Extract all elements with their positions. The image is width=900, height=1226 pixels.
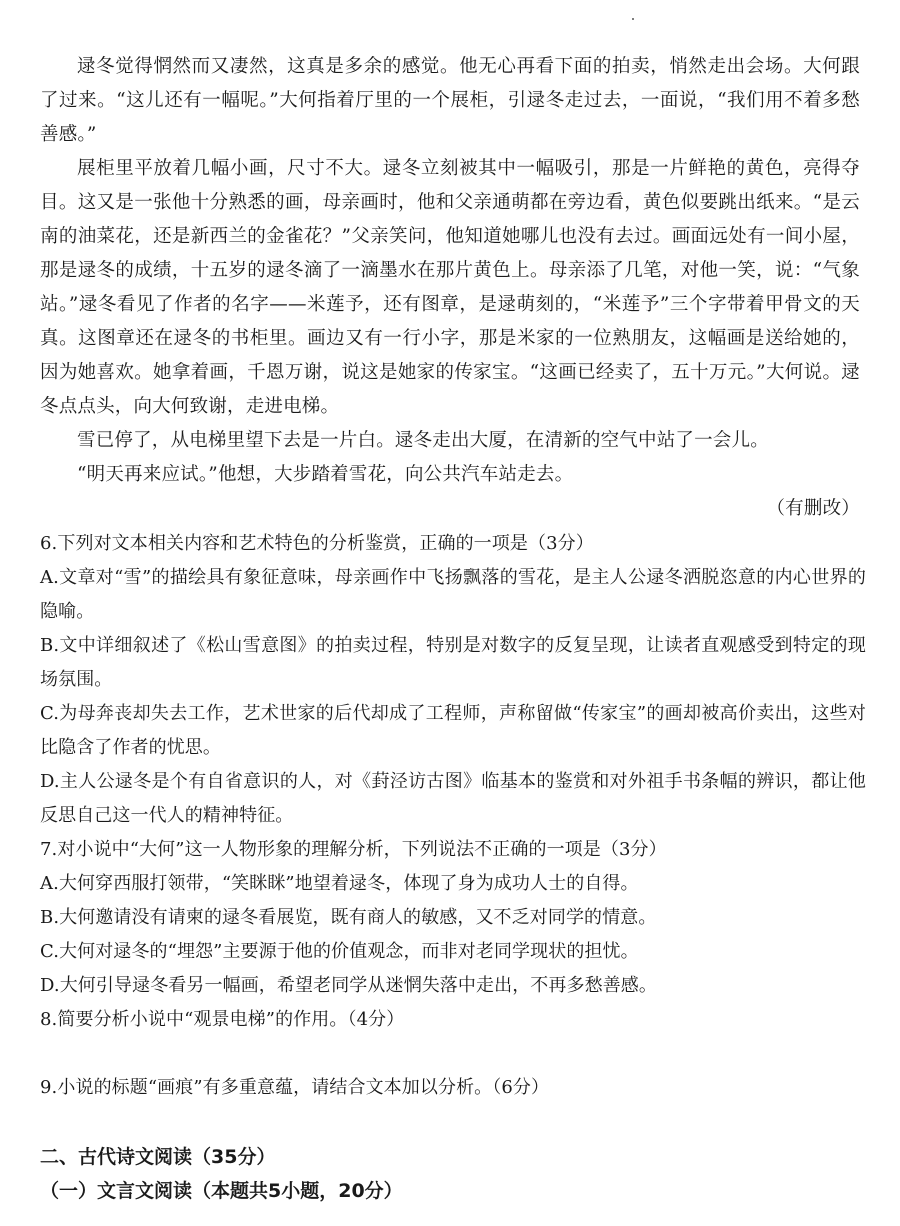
question-7-option-c: C.大何对逯冬的“埋怨”主要源于他的价值观念，而非对老同学现状的担忧。: [40, 941, 639, 962]
question-6-option-a: A.文章对“雪”的描绘具有象征意味，母亲画作中飞扬飘落的雪花，是主人公逯冬洒脱恣意的内心世界的隐喻。: [40, 567, 866, 622]
source-note: （有删改）: [766, 498, 860, 519]
question-9-stem: 9.小说的标题“画痕”有多重意蕴，请结合文本加以分析。（6分）: [40, 1077, 550, 1098]
passage-paragraph-3: 雪已停了，从电梯里望下去是一片白。逯冬走出大厦，在清新的空气中站了一会儿。: [77, 430, 769, 451]
passage-paragraph-4: “明天再来应试。”他想，大步踏着雪花，向公共汽车站走去。: [77, 464, 574, 485]
question-7-option-d: D.大何引导逯冬看另一幅画，希望老同学从迷惘失落中走出，不再多愁善感。: [40, 975, 658, 996]
passage-paragraph-1: 逯冬觉得惘然而又凄然，这真是多余的感觉。他无心再看下面的拍卖，悄然走出会场。大何跟了过来。“这儿还有一幅呢。”大何指着厅里的一个展柜，引逯冬走过去，一面说，“我们用不着多愁善感。”: [40, 56, 860, 145]
question-6-stem: 6.下列对文本相关内容和艺术特色的分析鉴赏，正确的一项是（3分）: [40, 533, 594, 554]
question-8-stem: 8.简要分析小说中“观景电梯”的作用。（4分）: [40, 1009, 405, 1030]
question-6-option-b: B.文中详细叙述了《松山雪意图》的拍卖过程，特别是对数字的反复呈现，让读者直观感受到特定的现场氛围。: [40, 635, 866, 690]
section-heading: 二、古代诗文阅读（35分）: [40, 1146, 276, 1168]
question-7-option-a: A.大何穿西服打领带，“笑眯眯”地望着逯冬，体现了身为成功人士的自得。: [40, 873, 639, 894]
question-6-option-c: C.为母奔丧却失去工作，艺术世家的后代却成了工程师，声称留做“传家宝”的画却被高价卖出，这些对比隐含了作者的忧思。: [40, 703, 866, 758]
scan-speck: [632, 18, 634, 20]
question-6-option-d: D.主人公逯冬是个有自省意识的人，对《葑泾访古图》临基本的鉴赏和对外祖手书条幅的辨识，都让他反思自己这一代人的精神特征。: [40, 771, 866, 826]
section-subheading: （一）文言文阅读（本题共5小题，20分）: [40, 1180, 403, 1202]
question-7-option-b: B.大何邀请没有请柬的逯冬看展览，既有商人的敏感，又不乏对同学的情意。: [40, 907, 657, 928]
passage-paragraph-2: 展柜里平放着几幅小画，尺寸不大。逯冬立刻被其中一幅吸引，那是一片鲜艳的黄色，亮得夺目。这又是一张他十分熟悉的画，母亲画时，他和父亲通萌都在旁边看，黄色似要跳出纸来。“是云南的油菜花，还是新西兰的金雀花？”父亲笑问，他知道她哪儿也没有去过。画面远处有一间小屋，那是逯冬的成绩，十五岁的逯冬滴了一滴墨水在那片黄色上。母亲添了几笔，对他一笑，说：“气象站。”逯冬看见了作者的名字——米莲予，还有图章，是逯萌刻的，“米莲予”三个字带着甲骨文的天真。这图章还在逯冬的书柜里。画边又有一行小字，那是米家的一位熟朋友，这幅画是送给她的，因为她喜欢。她拿着画，千恩万谢，说这是她家的传家宝。“这画已经卖了，五十万元。”大何说。逯冬点点头，向大何致谢，走进电梯。: [40, 158, 860, 417]
question-7-stem: 7.对小说中“大何”这一人物形象的理解分析，下列说法不正确的一项是（3分）: [40, 839, 667, 860]
